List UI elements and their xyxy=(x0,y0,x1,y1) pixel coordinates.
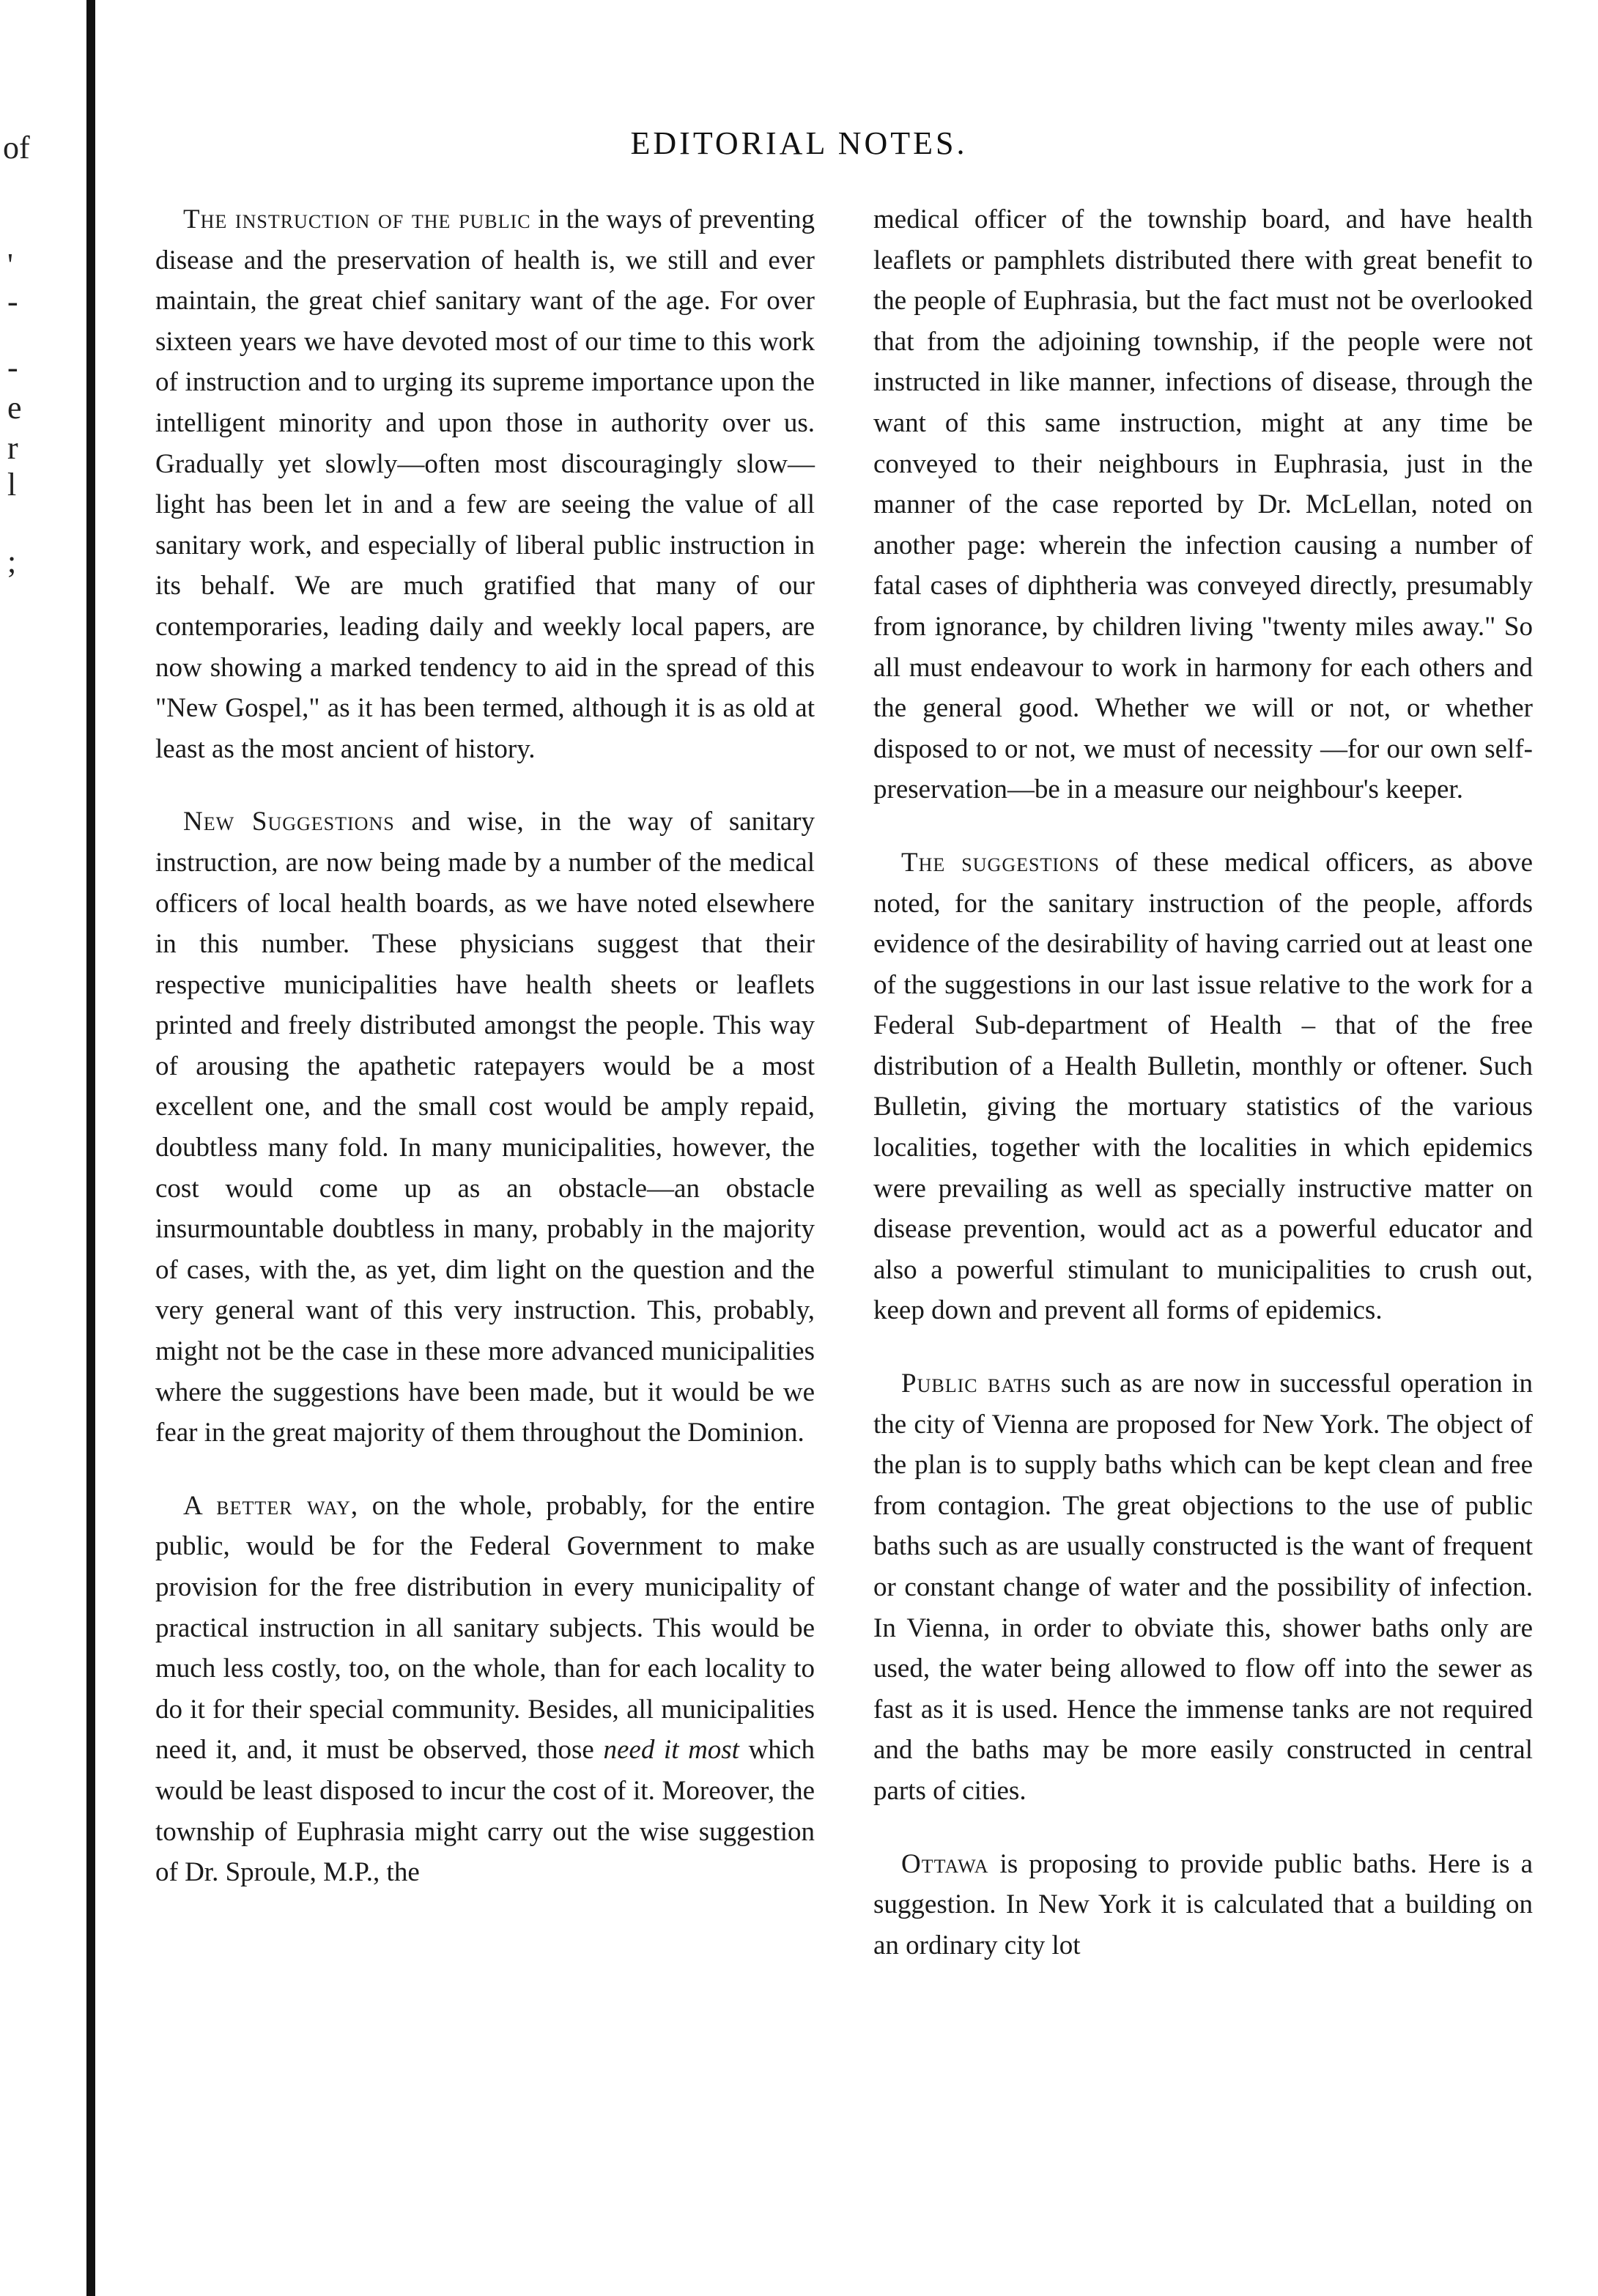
margin-mark: - xyxy=(7,284,18,319)
paragraph-body: of these medical officers, as above noted, for the sanitary instruction of the people, affords evidence of the desirability of having carried out at least one of the suggestions in our last issue relative to the work for a Federal Sub-department of Health – that of the free distribution of a Health Bulletin, monthly or oftener. Such Bulletin, giving the mortuary statistics of the various localities, together with the localities in which epidemics were prevailing as well as specially instructive matter on disease prevention, would act as a powerful educator and also a powerful stimulant to municipalities to crush out, keep down and prevent all forms of epidemics. xyxy=(873,847,1533,1326)
margin-mark: - xyxy=(7,349,18,385)
right-column xyxy=(873,199,1533,1998)
margin-mark: of xyxy=(3,130,30,166)
margin-mark: ; xyxy=(7,544,17,579)
paragraph-new-suggestions xyxy=(155,801,815,1453)
paragraph-lead: Public baths xyxy=(901,1369,1052,1399)
paragraph-body: which would be least disposed to incur the cost of it. Moreover, the township of Euphrasia might carry out the wise suggestion of Dr. Sproule, M.P., the xyxy=(155,1735,815,1888)
paragraph-body: is proposing to provide public baths. Here is a suggestion. In New York it is calculated that a building on an ordinary city lot xyxy=(873,1848,1533,1960)
binding-edge xyxy=(86,0,95,2296)
margin-mark: l xyxy=(7,467,17,503)
margin-mark: r xyxy=(7,430,18,466)
paragraph-lead: New Suggestions xyxy=(183,807,395,837)
paragraph-ottawa xyxy=(873,1844,1533,1966)
paragraph-public-instruction xyxy=(155,199,815,769)
left-column xyxy=(155,199,815,1925)
paragraph-suggestions xyxy=(873,843,1533,1331)
paragraph-lead: The instruction of the public xyxy=(183,204,531,234)
margin-mark: ' xyxy=(7,247,13,283)
paragraph-public-baths xyxy=(873,1363,1533,1812)
paragraph-body: and wise, in the way of sanitary instruction, are now being made by a number of the medical officers of local health boards, as we have noted elsewhere in this number. These physicians suggest that their respective municipalities have health sheets or leaflets printed and freely distributed amongst the people. This way of arousing the apathetic ratepayers would be a most excellent one, and the small cost would be amply repaid, doubtless many fold. In many municipalities, however, the cost would come up as an obstacle—an obstacle insurmountable doubtless in many, probably in the majority of cases, with the, as yet, dim light on the question and the very general want of this very instruction. This, probably, might not be the case in these more advanced municipalities where the suggestions have been made, but it would be we fear in the great majority of them throughout the Dominion. xyxy=(155,807,815,1448)
margin-mark: e xyxy=(7,390,22,426)
paragraph-lead: A better way, xyxy=(183,1490,359,1521)
paragraph-body: such as are now in successful operation in the city of Vienna are proposed for New York. The object of the plan is to supply baths which can be kept clean and free from contagion. The great objections to the use of public baths such as are usually constructed is the want of frequent or constant change of water and the possibility of infection. In Vienna, in order to obviate this, shower baths only are used, the water being allowed to flow off into the sewer as fast as it is used. Hence the immense tanks are not required and the baths may be more easily constructed in central parts of cities. xyxy=(873,1369,1533,1806)
paragraph-lead: The suggestions xyxy=(901,847,1100,878)
paragraph-emphasis: need it most xyxy=(603,1735,739,1766)
paragraph-body: on the whole, probably, for the entire public, would be for the Federal Government to make provision for the free distribution in every municipality of practical instruction in all sanitary subjects. This would be much less costly, too, on the whole, than for each locality to do it for their special community. Besides, all municipalities need it, and, it must be observed, those xyxy=(155,1490,815,1766)
page-header: EDITORIAL NOTES. xyxy=(630,125,968,161)
paragraph-lead: Ottawa xyxy=(901,1848,989,1879)
paragraph-better-way xyxy=(155,1486,815,1893)
paragraph-continuation xyxy=(873,199,1533,810)
paragraph-body: medical officer of the township board, and have health leaflets or pamphlets distributed there with great benefit to the people of Euphrasia, but the fact must not be overlooked that from the adjoining township, if the people were not instructed in like manner, infections of disease, through the want of this same instruction, might at any time be conveyed to their neighbours in Euphrasia, just in the manner of the case reported by Dr. McLellan, noted on another page: wherein the infection causing a number of fatal cases of diphtheria was conveyed directly, presumably from ignorance, by children living "twenty miles away." So all must endeavour to work in harmony for each others and the general good. Whether we will or not, or whether disposed to or not, we must of necessity —for our own self-preservation—be in a measure our neighbour's keeper. xyxy=(873,204,1533,805)
paragraph-body: in the ways of preventing disease and the preservation of health is, we still and ever maintain, the great chief sanitary want of the age. For over sixteen years we have devoted most of our time to this work of instruction and to urging its supreme importance upon the intelligent minority and upon those in authority over us. Gradually yet slowly—often most discouragingly slow—light has been let in and a few are seeing the value of all sanitary work, and especially of liberal public instruction in its behalf. We are much gratified that many of our contemporaries, leading daily and weekly local papers, are now showing a marked tendency to aid in the spread of this "New Gospel," as it has been termed, although it is as old at least as the most ancient of history. xyxy=(155,204,815,764)
